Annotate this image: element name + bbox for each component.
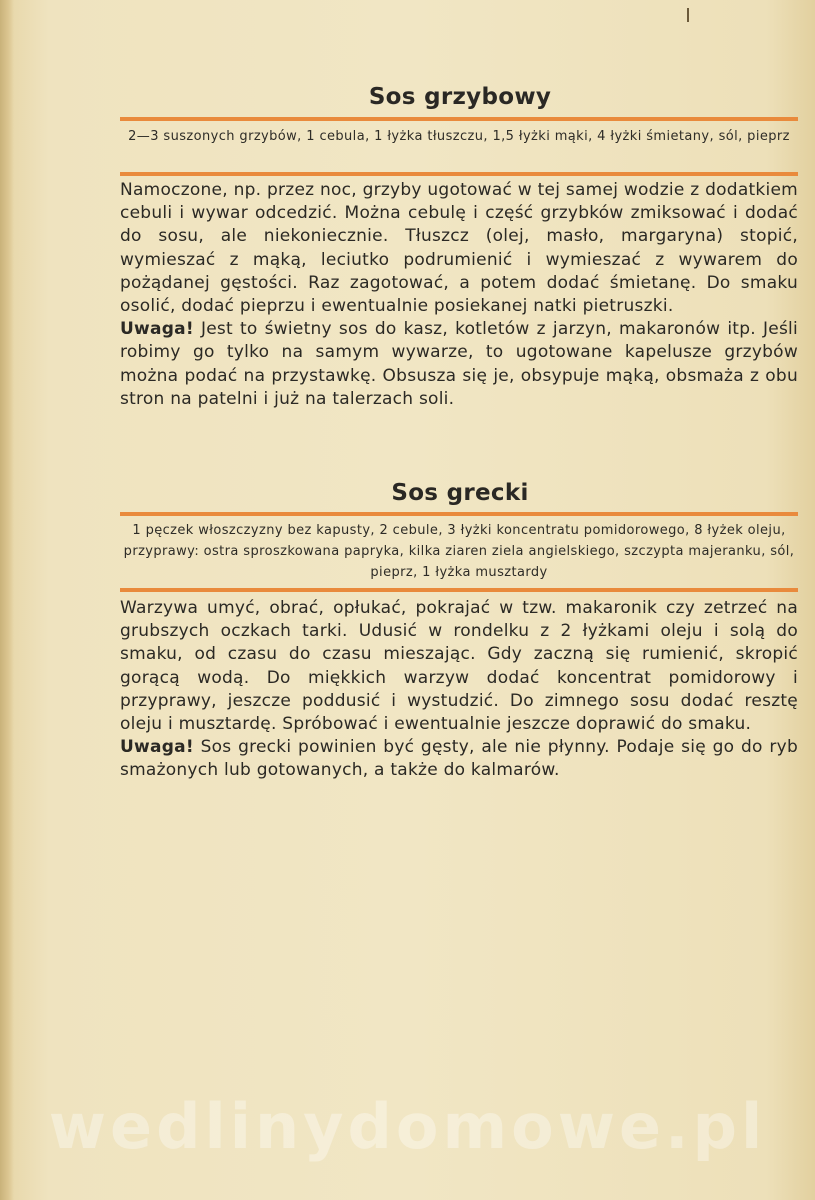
bottom-rule [120,588,798,592]
recipe-body [120,179,798,411]
note-text: Sos grecki powinien być gęsty, ale nie płynny. Podaje się go do ryb smażonych lub gotowanych, a także do kalmarów. [120,737,798,781]
recipe-body [120,597,798,783]
bottom-rule [120,172,798,176]
top-rule [120,117,798,121]
note-paragraph [120,318,798,411]
ingredients-list: 2—3 suszonych grzybów, 1 cebula, 1 łyżka tłuszczu, 1,5 łyżki mąki, 4 łyżki śmietany, sól, pieprz [128,129,790,144]
page-mark [687,8,689,22]
ingredients-list: 1 pęczek włoszczyzny bez kapusty, 2 cebule, 3 łyżki koncentratu pomidorowego, 8 łyżek oleju, przyprawy: ostra sproszkowana papryka, kilka ziaren ziela angielskiego, szczypta majeranku, sól, pieprz, 1 łyżka musztardy [123,523,795,580]
note-label: Uwaga! [120,319,194,340]
method-text: Namoczone, np. przez noc, grzyby ugotować w tej samej wodzie z dodatkiem cebuli i wywar odcedzić. Można cebulę i część grzybków zmiksować i dodać do sosu, ale niekoniecznie. Tłuszcz (olej, masło, margaryna) stopić, wymieszać z mąką, leciutko podrumienić i wymieszać z wywarem do pożądanej gęstości. Raz zagotować, a potem dodać śmietanę. Do smaku osolić, dodać pieprzu i ewentualnie posiekanej natki pietruszki. [120,180,798,317]
recipe-title: Sos grecki [391,480,529,506]
note-label: Uwaga! [120,737,194,758]
top-rule [120,512,798,516]
note-paragraph [120,736,798,782]
method-text: Warzywa umyć, obrać, opłukać, pokrajać w tzw. makaronik czy zetrzeć na grubszych oczkach tarki. Udusić w rondelku z 2 łyżkami oleju i solą do smaku, od czasu do czasu mieszając. Gdy zaczną się rumienić, skropić gorącą wodą. Do miękkich warzyw dodać koncentrat pomidorowy i przyprawy, jeszcze poddusić i wystudzić. Do zimnego sosu dodać resztę oleju i musztardę. Spróbować i ewentualnie jeszcze doprawić do smaku. [120,598,798,735]
recipe-title: Sos grzybowy [368,84,552,110]
watermark: wedlinydomowe.pl [48,1090,767,1163]
page-edge-shadow [0,0,14,1200]
note-text: Jest to świetny sos do kasz, kotletów z jarzyn, makaronów itp. Jeśli robimy go tylko na samym wywarze, to ugotowane kapelusze grzybów można podać na przystawkę. Obsusza się je, obsypuje mąką, obsmaża z obu stron na patelni i już na talerzach soli. [120,319,798,409]
